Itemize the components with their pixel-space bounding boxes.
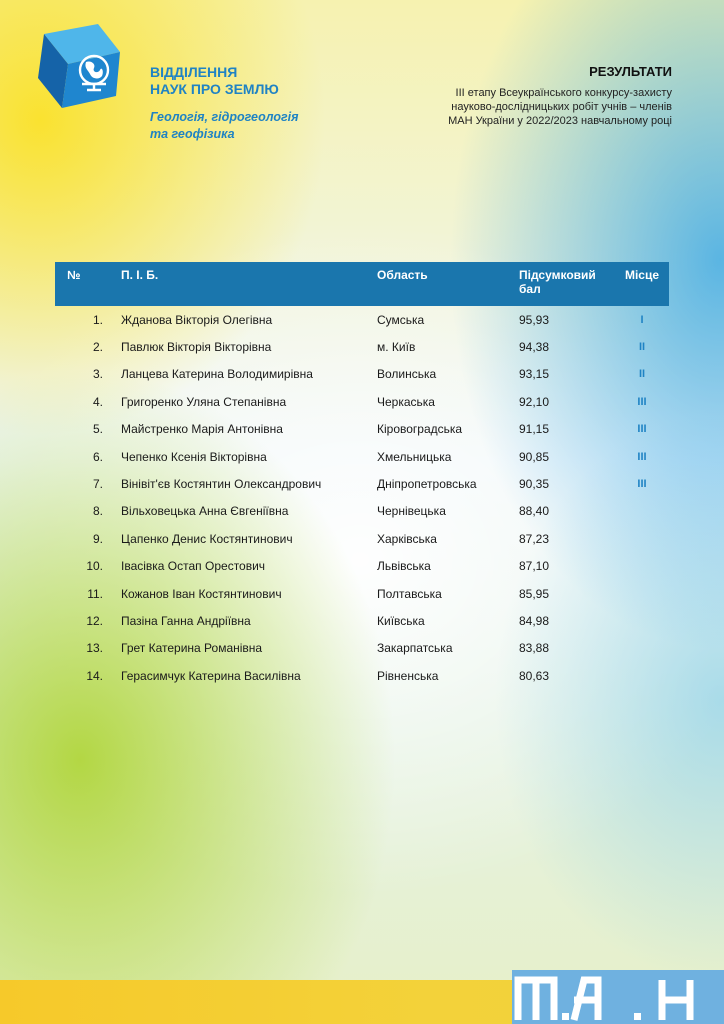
cube-globe-logo-icon	[36, 22, 124, 110]
cell-name: Майстренко Марія Антонівна	[121, 422, 283, 437]
cell-region: Харківська	[377, 531, 437, 546]
cell-region: Сумська	[377, 312, 425, 327]
cell-name: Григоренко Уляна Степанівна	[121, 394, 287, 409]
cell-name: Вільховецька Анна Євгеніївна	[121, 504, 289, 519]
cell-no: 12.	[86, 613, 103, 628]
cell-no: 9.	[92, 531, 103, 546]
table-row	[55, 525, 669, 552]
cell-score: 91,15	[519, 422, 550, 437]
cell-name: Івасівка Остап Орестович	[121, 559, 266, 574]
cell-name: Павлюк Вікторія Вікторівна	[121, 340, 272, 355]
cell-score: 95,93	[519, 312, 550, 327]
cell-score: 88,40	[519, 504, 550, 519]
department-name-line1: ВІДДІЛЕННЯ	[150, 64, 238, 80]
cell-no: 5.	[92, 422, 103, 437]
header-score-line1: Підсумковий	[519, 268, 596, 282]
cell-region: Чернівецька	[377, 504, 446, 519]
cell-score: 80,63	[519, 668, 550, 683]
cell-place: ІІ	[638, 368, 646, 381]
table-row	[55, 553, 669, 580]
table-header-row	[55, 262, 669, 306]
cell-score: 85,95	[519, 586, 550, 601]
cell-score: 93,15	[519, 367, 550, 382]
cell-no: 8.	[92, 504, 103, 519]
cell-place: ІІІ	[637, 395, 647, 408]
cell-score: 92,10	[519, 394, 550, 409]
cell-place	[615, 553, 669, 580]
cell-no: 7.	[92, 477, 103, 492]
table-row	[55, 443, 669, 470]
header-no: №	[67, 268, 81, 282]
cell-name: Вінівіт'єв Костянтин Олександрович	[121, 477, 322, 492]
table-row	[55, 662, 669, 689]
table-row	[55, 470, 669, 497]
section-name	[150, 109, 298, 143]
cell-place: І	[640, 313, 644, 326]
results-heading	[372, 64, 672, 128]
cell-score: 94,38	[519, 340, 550, 355]
cell-score: 83,88	[519, 641, 550, 656]
table-row	[55, 306, 669, 333]
cell-place	[615, 498, 669, 525]
cell-place: ІІІ	[637, 450, 647, 463]
cell-score: 90,35	[519, 477, 550, 492]
table-body	[55, 306, 669, 689]
department-name-line2: НАУК ПРО ЗЕМЛЮ	[150, 81, 279, 97]
cell-place	[615, 635, 669, 662]
cell-place	[615, 662, 669, 689]
table-row	[55, 333, 669, 360]
cell-place: ІІ	[638, 341, 646, 354]
department-block	[150, 64, 298, 143]
cell-region: Кіровоградська	[377, 422, 463, 437]
header-name: П. І. Б.	[121, 268, 159, 282]
cell-no: 3.	[92, 367, 103, 382]
table-row	[55, 416, 669, 443]
cell-region: Дніпропетровська	[377, 477, 477, 492]
section-name-line1: Геологія, гідрогеологія	[150, 110, 299, 124]
results-subtitle-line2: науково-дослідницьких робіт учнів – членів	[451, 101, 672, 113]
cell-region: м. Київ	[377, 340, 416, 355]
cell-name: Цапенко Денис Костянтинович	[121, 531, 293, 546]
cell-place	[615, 607, 669, 634]
cell-name: Чепенко Ксенія Вікторівна	[121, 449, 267, 464]
cell-no: 10.	[86, 559, 103, 574]
table-row	[55, 635, 669, 662]
cell-region: Полтавська	[377, 586, 442, 601]
cell-score: 87,10	[519, 559, 550, 574]
table-row	[55, 498, 669, 525]
cell-place: ІІІ	[637, 478, 647, 491]
results-table	[55, 262, 669, 689]
cell-place: ІІІ	[637, 423, 647, 436]
cell-no: 13.	[86, 641, 103, 656]
cell-region: Волинська	[377, 367, 437, 382]
cell-name: Пазіна Ганна Андріївна	[121, 613, 251, 628]
header-score-line2: бал	[519, 282, 541, 296]
header-region: Область	[377, 268, 428, 282]
table-row	[55, 361, 669, 388]
cell-name: Грет Катерина Романівна	[121, 641, 263, 656]
cell-no: 11.	[87, 586, 103, 601]
cell-no: 4.	[92, 394, 103, 409]
cell-name: Жданова Вікторія Олегівна	[121, 312, 273, 327]
cell-name: Ланцева Катерина Володимирівна	[121, 367, 313, 382]
results-title: РЕЗУЛЬТАТИ	[589, 64, 672, 79]
cell-no: 1.	[92, 312, 103, 327]
results-subtitle-line1: ІІІ етапу Всеукраїнського конкурсу-захисту	[455, 87, 672, 99]
table-row	[55, 388, 669, 415]
header-place: Місце	[624, 268, 660, 282]
cell-region: Хмельницька	[377, 449, 452, 464]
cell-name: Кожанов Іван Костянтинович	[121, 586, 282, 601]
cell-no: 14.	[86, 668, 103, 683]
department-name	[150, 64, 298, 98]
section-name-line2: та геофізика	[150, 127, 235, 141]
cell-region: Черкаська	[377, 394, 435, 409]
cell-region: Рівненська	[377, 668, 439, 683]
table-row	[55, 607, 669, 634]
cell-place	[615, 525, 669, 552]
cell-name: Герасимчук Катерина Василівна	[121, 668, 301, 683]
cell-region: Закарпатська	[377, 641, 453, 656]
man-logo-icon	[512, 970, 724, 1024]
cell-no: 2.	[92, 340, 103, 355]
cell-score: 84,98	[519, 613, 550, 628]
header-score	[511, 262, 615, 306]
cell-no: 6.	[92, 449, 103, 464]
cell-region: Київська	[377, 613, 425, 628]
results-subtitle-line3: МАН України у 2022/2023 навчальному році	[448, 115, 672, 127]
cell-region: Львівська	[377, 559, 431, 574]
table-row	[55, 580, 669, 607]
cell-score: 87,23	[519, 531, 550, 546]
cell-place	[615, 580, 669, 607]
cell-score: 90,85	[519, 449, 550, 464]
